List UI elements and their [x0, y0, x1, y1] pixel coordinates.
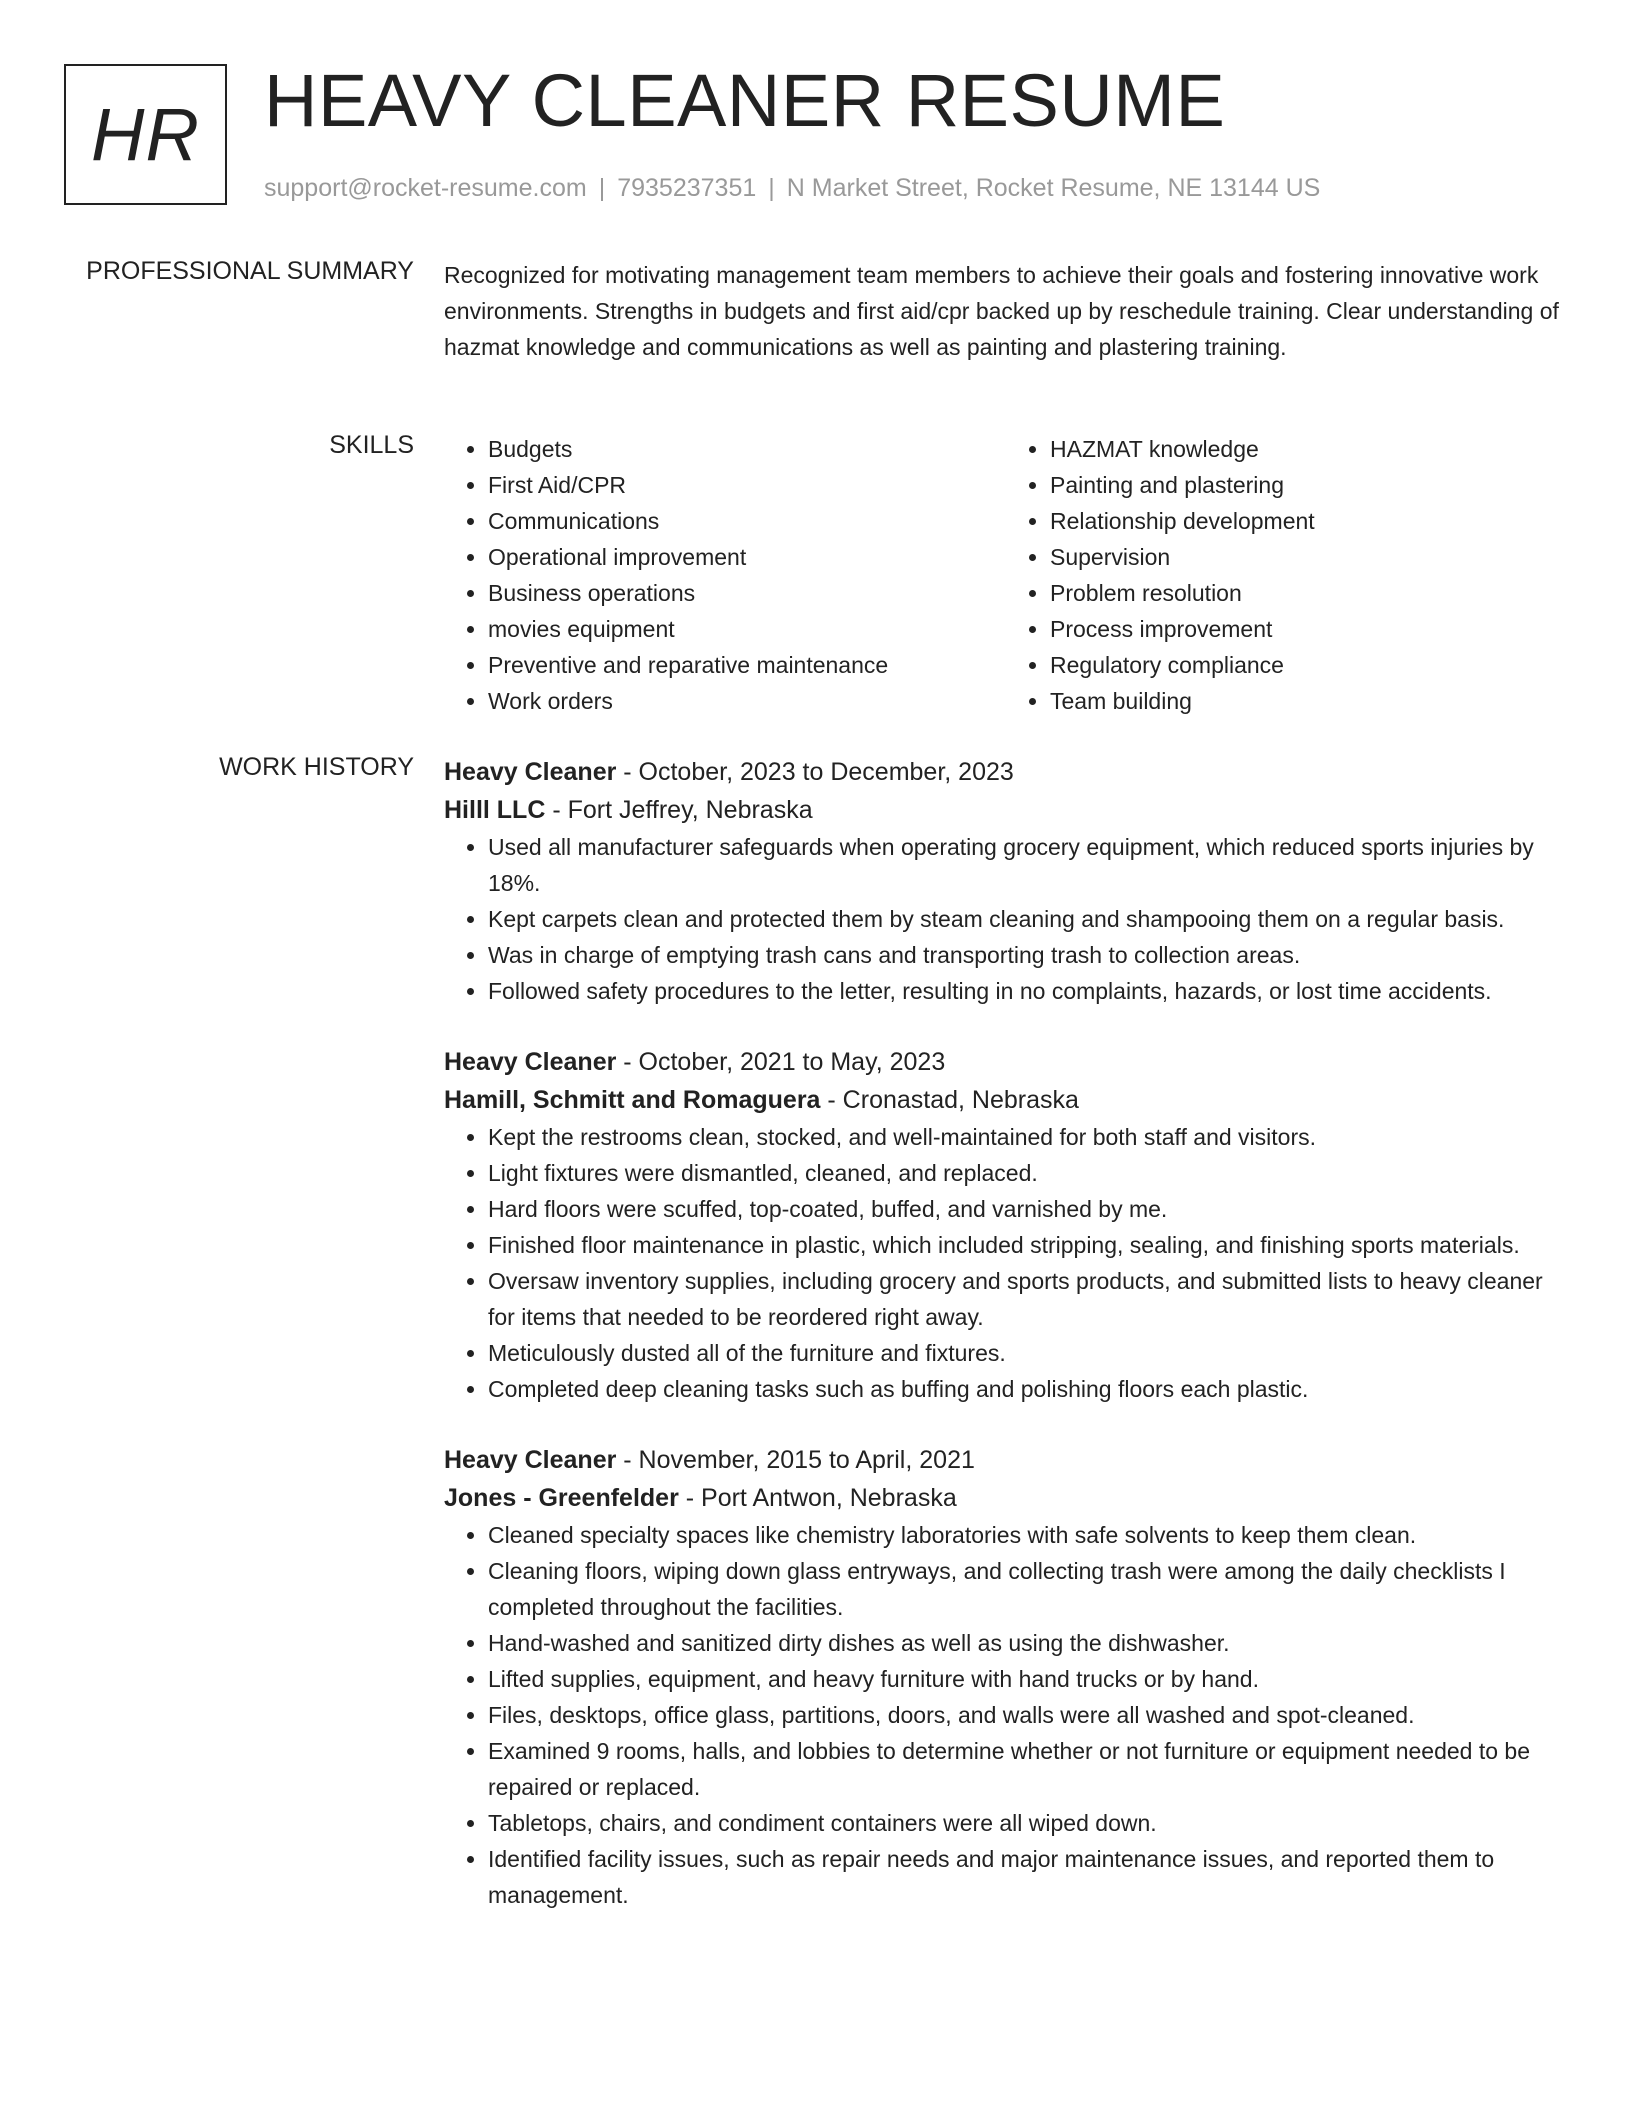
job-title: Heavy Cleaner: [444, 1446, 617, 1474]
list-item: • Work orders: [488, 683, 1006, 719]
job-company: Jones - Greenfelder: [444, 1484, 679, 1512]
job-dates: - November, 2015 to April, 2021: [616, 1446, 975, 1474]
job-company: Hamill, Schmitt and Romaguera: [444, 1086, 821, 1114]
contact-line: [264, 174, 1320, 203]
list-item: • Supervision: [1050, 539, 1568, 575]
contact-address: N Market Street, Rocket Resume, NE 13144 US: [786, 174, 1321, 202]
monogram-logo: HR: [64, 64, 227, 205]
job-location: - Cronastad, Nebraska: [820, 1086, 1079, 1114]
list-item: • Operational improvement: [488, 539, 1006, 575]
work-history-label: WORK HISTORY: [219, 753, 414, 781]
job-title-line: [444, 753, 1568, 791]
list-item: • Regulatory compliance: [1050, 647, 1568, 683]
job-title-line: [444, 1043, 1568, 1081]
job-list: [444, 753, 1568, 1947]
job-duties-list: [444, 829, 1568, 1009]
separator: |: [598, 174, 606, 202]
job-title-line: [444, 1441, 1568, 1479]
job-location: - Fort Jeffrey, Nebraska: [545, 796, 813, 824]
list-item: • Hard floors were scuffed, top-coated, buffed, and varnished by me.: [488, 1191, 1568, 1227]
skills-list-right: [1006, 431, 1568, 719]
list-item: • Files, desktops, office glass, partitions, doors, and walls were all washed and spot-cleaned.: [488, 1697, 1568, 1733]
list-item: • Kept carpets clean and protected them by steam cleaning and shampooing them on a regular basis.: [488, 901, 1568, 937]
list-item: • Cleaned specialty spaces like chemistry laboratories with safe solvents to keep them clean.: [488, 1517, 1568, 1553]
contact-phone: 7935237351: [617, 174, 757, 202]
list-item: • Business operations: [488, 575, 1006, 611]
list-item: • Lifted supplies, equipment, and heavy furniture with hand trucks or by hand.: [488, 1661, 1568, 1697]
job-entry: [444, 1441, 1568, 1913]
list-item: • Cleaning floors, wiping down glass entryways, and collecting trash were among the daily checklists I completed throughout the facilities.: [488, 1553, 1568, 1625]
list-item: • Process improvement: [1050, 611, 1568, 647]
list-item: • HAZMAT knowledge: [1050, 431, 1568, 467]
list-item: • Team building: [1050, 683, 1568, 719]
list-item: • Tabletops, chairs, and condiment containers were all wiped down.: [488, 1805, 1568, 1841]
job-company-line: [444, 791, 1568, 829]
summary-text: Recognized for motivating management team members to achieve their goals and fostering innovative work environments. Strengths in budgets and first aid/cpr backed up by reschedule training. Clear understanding of hazmat knowledge and communications as well as painting and plastering training.: [444, 262, 1559, 360]
list-item: • Hand-washed and sanitized dirty dishes as well as using the dishwasher.: [488, 1625, 1568, 1661]
list-item: • Light fixtures were dismantled, cleaned, and replaced.: [488, 1155, 1568, 1191]
separator: |: [768, 174, 775, 202]
job-duties-list: [444, 1119, 1568, 1407]
job-entry: [444, 1043, 1568, 1407]
list-item: • Was in charge of emptying trash cans and transporting trash to collection areas.: [488, 937, 1568, 973]
skills-list-left: [444, 431, 1006, 719]
contact-email: support@rocket-resume.com: [264, 174, 587, 202]
job-company: Hilll LLC: [444, 796, 546, 824]
job-location: - Port Antwon, Nebraska: [678, 1484, 957, 1512]
list-item: • Followed safety procedures to the letter, resulting in no complaints, hazards, or lost time accidents.: [488, 973, 1568, 1009]
list-item: • Relationship development: [1050, 503, 1568, 539]
summary-label: PROFESSIONAL SUMMARY: [86, 257, 414, 285]
list-item: • Problem resolution: [1050, 575, 1568, 611]
job-company-line: [444, 1081, 1568, 1119]
job-company-line: [444, 1479, 1568, 1517]
list-item: • Kept the restrooms clean, stocked, and well-maintained for both staff and visitors.: [488, 1119, 1568, 1155]
list-item: • Budgets: [488, 431, 1006, 467]
resume-title: HEAVY CLEANER RESUME: [264, 59, 1226, 142]
list-item: • Meticulously dusted all of the furniture and fixtures.: [488, 1335, 1568, 1371]
list-item: • Used all manufacturer safeguards when operating grocery equipment, which reduced sports injuries by 18%.: [488, 829, 1568, 901]
resume-header: [64, 59, 1568, 214]
list-item: • Oversaw inventory supplies, including grocery and sports products, and submitted lists to heavy cleaner for items that needed to be reordered right away.: [488, 1263, 1568, 1335]
job-dates: - October, 2021 to May, 2023: [616, 1048, 946, 1076]
list-item: • Finished floor maintenance in plastic, which included stripping, sealing, and finishing sports materials.: [488, 1227, 1568, 1263]
job-title: Heavy Cleaner: [444, 1048, 617, 1076]
list-item: • Communications: [488, 503, 1006, 539]
list-item: • movies equipment: [488, 611, 1006, 647]
job-entry: [444, 753, 1568, 1009]
list-item: • Completed deep cleaning tasks such as buffing and polishing floors each plastic.: [488, 1371, 1568, 1407]
list-item: • Painting and plastering: [1050, 467, 1568, 503]
job-dates: - October, 2023 to December, 2023: [616, 758, 1014, 786]
list-item: • First Aid/CPR: [488, 467, 1006, 503]
list-item: • Identified facility issues, such as repair needs and major maintenance issues, and reported them to management.: [488, 1841, 1568, 1913]
list-item: • Preventive and reparative maintenance: [488, 647, 1006, 683]
job-duties-list: [444, 1517, 1568, 1913]
skills-label: SKILLS: [329, 431, 414, 459]
list-item: • Examined 9 rooms, halls, and lobbies to determine whether or not furniture or equipment needed to be repaired or replaced.: [488, 1733, 1568, 1805]
job-title: Heavy Cleaner: [444, 758, 617, 786]
